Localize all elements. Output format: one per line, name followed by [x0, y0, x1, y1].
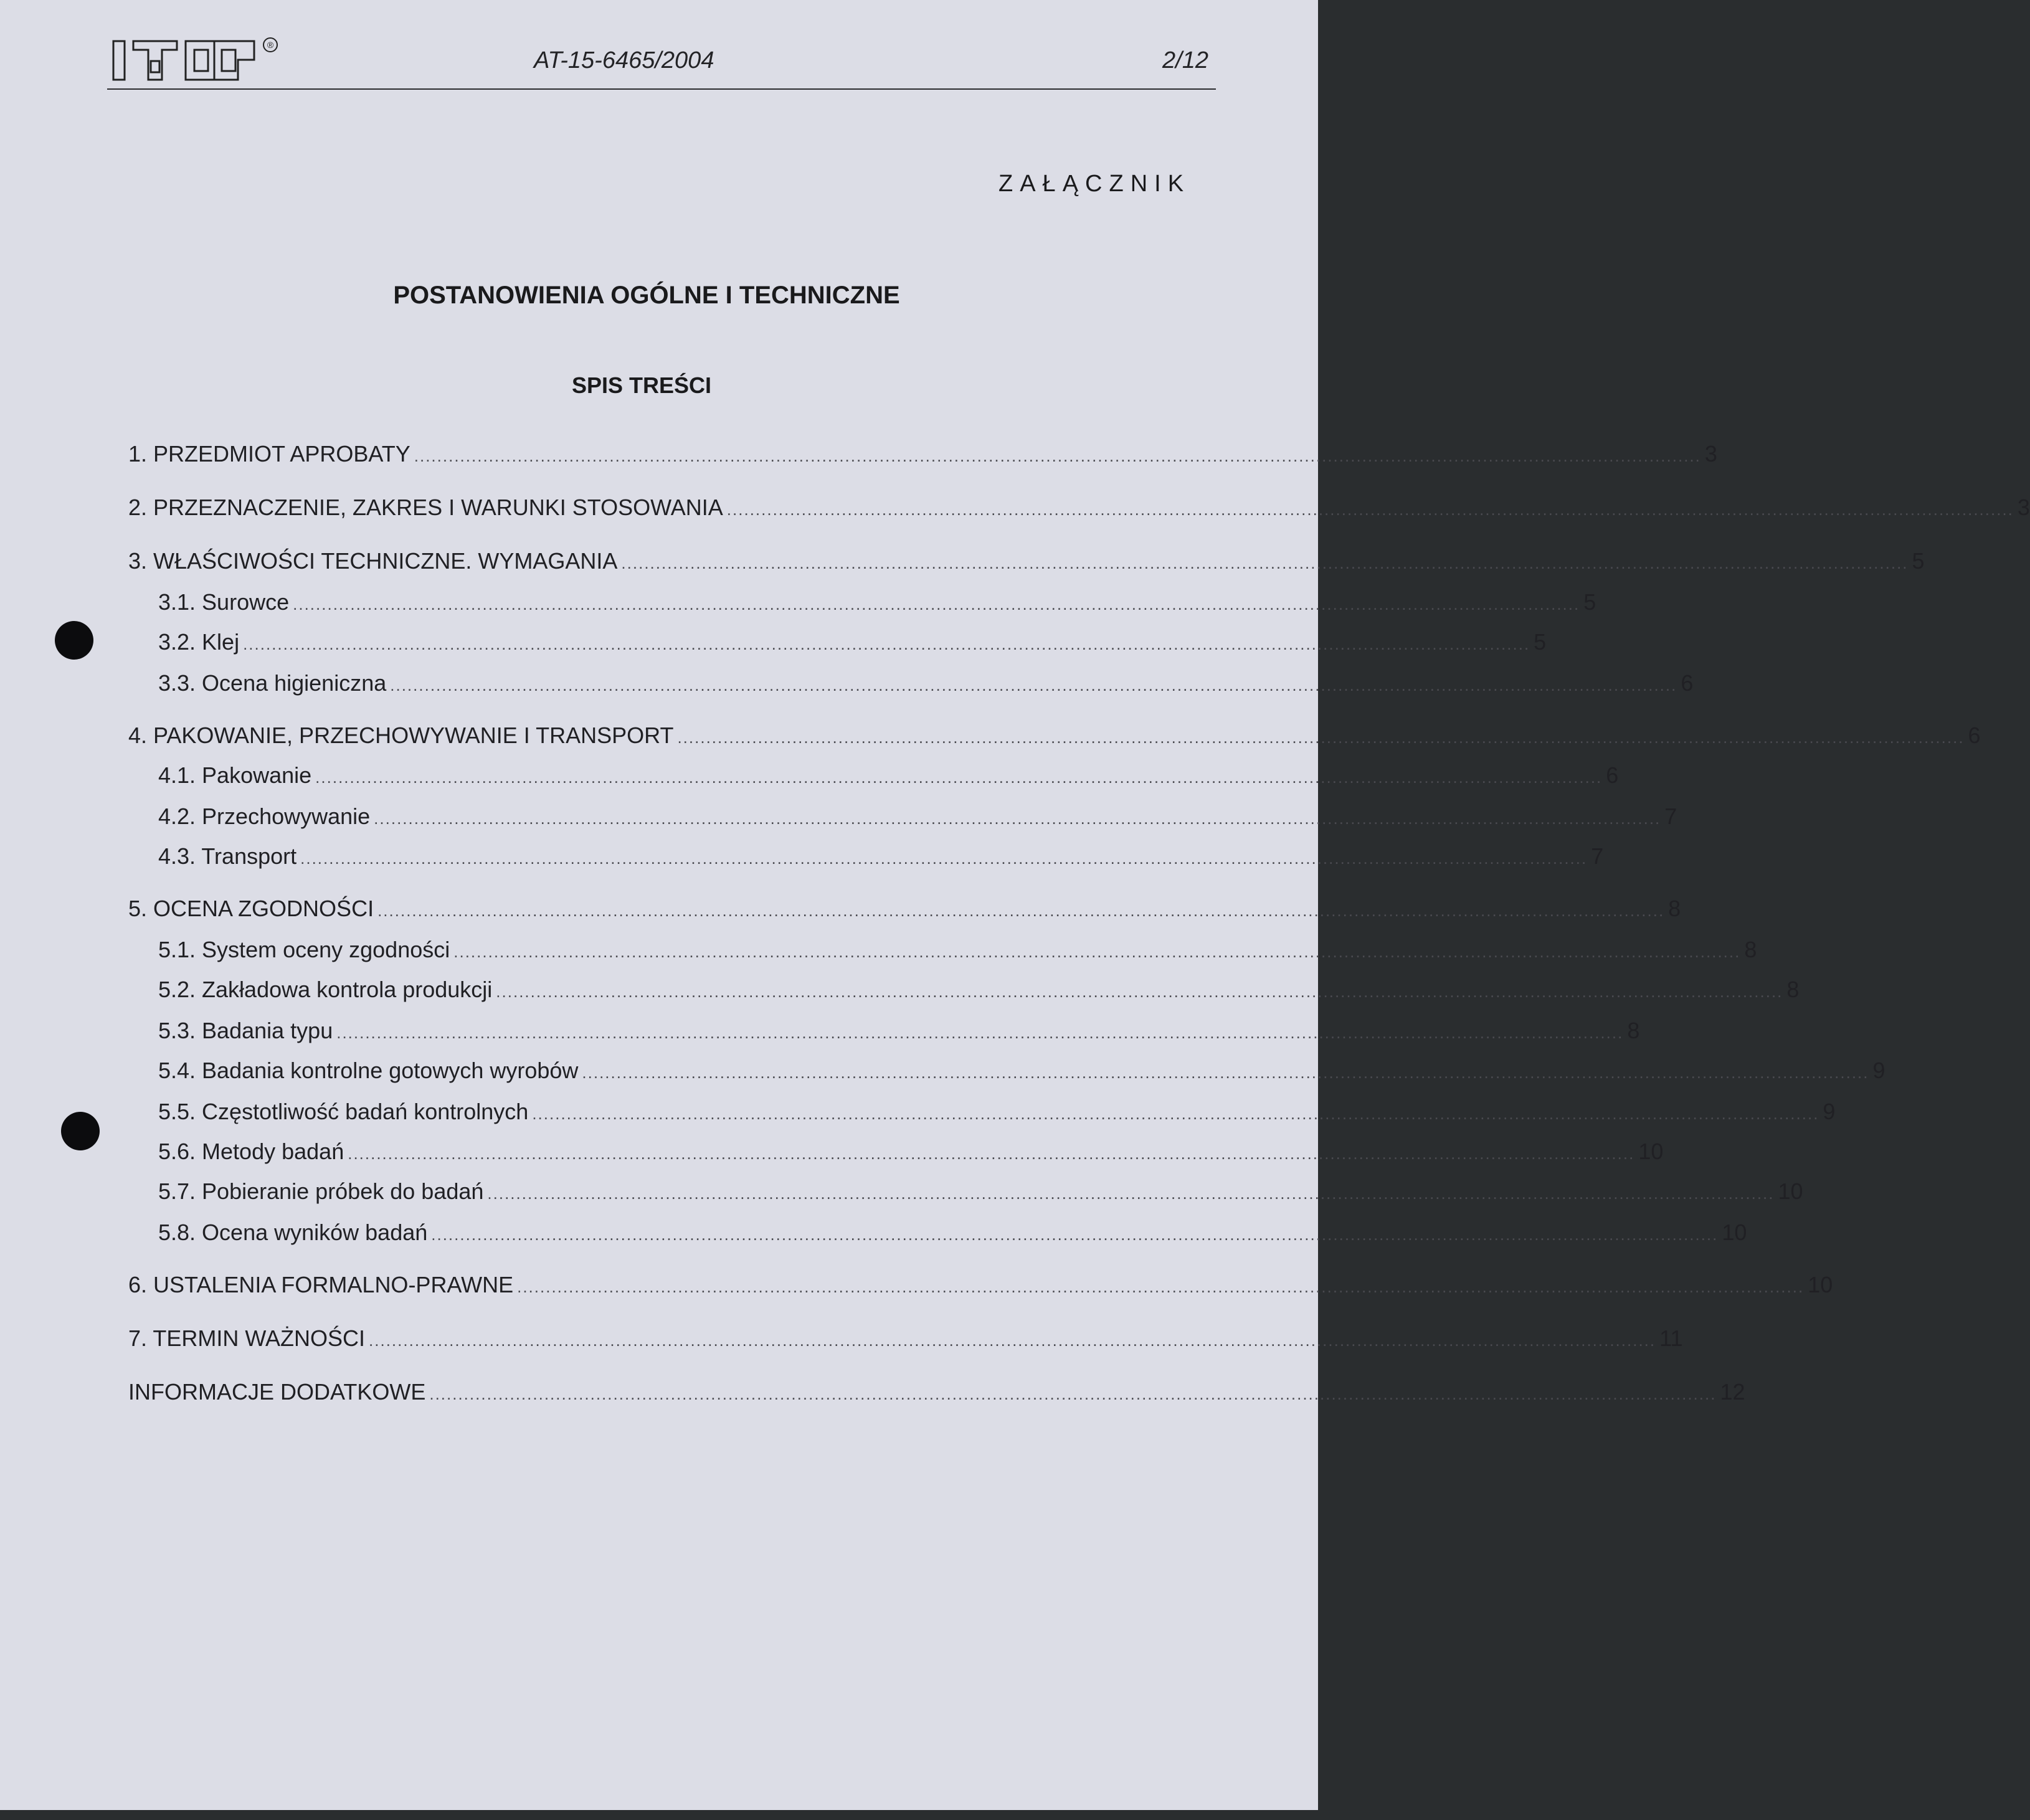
toc-entry-page: 6 — [1968, 723, 1981, 748]
toc-entry[interactable] — [128, 441, 1717, 467]
toc-entry[interactable] — [158, 589, 1596, 615]
toc-entry-label: 4. PAKOWANIE, PRZECHOWYWANIE I TRANSPORT — [128, 723, 674, 748]
toc-entry-page: 6 — [1606, 762, 1619, 788]
toc-entry-page: 3 — [1704, 441, 1717, 467]
toc-entry-label: 7. TERMIN WAŻNOŚCI — [128, 1325, 366, 1351]
toc-entry-label: 6. USTALENIA FORMALNO-PRAWNE — [128, 1272, 514, 1297]
page-number: 2/12 — [1162, 47, 1208, 73]
toc-entry-label: 5.8. Ocena wyników badań — [158, 1220, 428, 1245]
toc-leader-dots: ................................................................................................................................................................................................................................ — [315, 768, 1603, 787]
toc-entry[interactable] — [158, 937, 1757, 963]
toc-entry-page: 7 — [1664, 803, 1677, 829]
toc-entry-page: 10 — [1722, 1220, 1747, 1245]
toc-title: SPIS TREŚCI — [571, 372, 712, 398]
toc-entry-page: 9 — [1872, 1058, 1885, 1083]
toc-entry-label: 3.1. Surowce — [158, 589, 290, 615]
toc-entry[interactable] — [158, 1018, 1640, 1044]
toc-leader-dots: ................................................................................................................................................................................................................................ — [414, 447, 1701, 465]
toc-leader-dots: ................................................................................................................................................................................................................................ — [348, 1144, 1635, 1163]
toc-entry[interactable] — [158, 1178, 1803, 1205]
toc-entry-label: 3. WŁAŚCIWOŚCI TECHNICZNE. WYMAGANIA — [128, 548, 618, 574]
toc-leader-dots: ................................................................................................................................................................................................................................ — [300, 849, 1588, 868]
toc-entry-label: 5.1. System oceny zgodności — [158, 937, 450, 962]
toc-entry[interactable] — [158, 1220, 1747, 1246]
toc-entry-page: 5 — [1534, 629, 1547, 655]
toc-entry-label: 4.1. Pakowanie — [158, 762, 312, 788]
toc-entry-page: 8 — [1668, 896, 1681, 921]
annex-label: ZAŁĄCZNIK — [998, 171, 1191, 197]
toc-leader-dots: ................................................................................................................................................................................................................................ — [726, 500, 2014, 519]
toc-entry-label: 5.2. Zakładowa kontrola produkcji — [158, 977, 493, 1002]
toc-entry-label: 4.3. Transport — [158, 843, 297, 869]
toc-leader-dots: ................................................................................................................................................................................................................................ — [453, 942, 1741, 961]
toc-entry[interactable] — [158, 1139, 1664, 1165]
toc-entry-page: 5 — [1583, 589, 1596, 615]
toc-entry-page: 8 — [1744, 937, 1757, 962]
toc-entry[interactable] — [128, 1272, 1833, 1298]
toc-leader-dots: ................................................................................................................................................................................................................................ — [243, 635, 1530, 653]
toc-entry-label: 5.5. Częstotliwość badań kontrolnych — [158, 1099, 529, 1124]
toc-entry-label: 3.2. Klej — [158, 629, 240, 655]
toc-leader-dots: ................................................................................................................................................................................................................................ — [582, 1063, 1869, 1082]
toc-leader-dots: ................................................................................................................................................................................................................................ — [369, 1331, 1656, 1350]
toc-entry-page: 10 — [1778, 1178, 1803, 1204]
toc-leader-dots: ................................................................................................................................................................................................................................ — [532, 1104, 1819, 1123]
toc-entry-page: 12 — [1720, 1379, 1745, 1405]
toc-entry-page: 8 — [1786, 977, 1800, 1002]
toc-entry[interactable] — [128, 896, 1681, 922]
toc-leader-dots: ................................................................................................................................................................................................................................ — [336, 1023, 1624, 1042]
toc-leader-dots: ................................................................................................................................................................................................................................ — [677, 728, 1965, 747]
toc-entry[interactable] — [128, 1379, 1745, 1405]
toc-entry[interactable] — [158, 843, 1604, 870]
toc-entry[interactable] — [158, 670, 1694, 696]
toc-entry-page: 9 — [1823, 1099, 1836, 1124]
toc-entry[interactable] — [158, 1099, 1836, 1125]
toc-entry-page: 10 — [1638, 1139, 1664, 1164]
toc-entry-label: 5.6. Metody badań — [158, 1139, 344, 1164]
toc-leader-dots: ................................................................................................................................................................................................................................ — [487, 1184, 1775, 1203]
toc-leader-dots: ................................................................................................................................................................................................................................ — [431, 1225, 1719, 1244]
main-title: POSTANOWIENIA OGÓLNE I TECHNICZNE — [393, 282, 900, 309]
toc-leader-dots: ................................................................................................................................................................................................................................ — [429, 1385, 1717, 1403]
toc-entry[interactable] — [158, 977, 1800, 1003]
toc-entry-page: 6 — [1681, 670, 1694, 696]
toc-entry-page: 10 — [1808, 1272, 1833, 1297]
toc-leader-dots: ................................................................................................................................................................................................................................ — [374, 809, 1661, 828]
document-code: AT-15-6465/2004 — [534, 47, 714, 73]
toc-entry[interactable] — [128, 548, 1925, 574]
toc-entry-label: 5.3. Badania typu — [158, 1018, 333, 1043]
toc-entry-label: 5.4. Badania kontrolne gotowych wyrobów — [158, 1058, 579, 1083]
toc-entry-page: 7 — [1591, 843, 1604, 869]
toc-entry-label: 4.2. Przechowywanie — [158, 803, 371, 829]
punch-hole — [55, 621, 93, 660]
toc-entry-label: 5.7. Pobieranie próbek do badań — [158, 1178, 484, 1204]
toc-entry-page: 8 — [1627, 1018, 1640, 1043]
punch-hole — [61, 1112, 100, 1150]
toc-entry-label: 3.3. Ocena higieniczna — [158, 670, 387, 696]
toc-entry[interactable] — [158, 762, 1619, 789]
toc-entry[interactable] — [158, 629, 1547, 655]
toc-entry[interactable] — [158, 1058, 1885, 1084]
toc-entry-page: 11 — [1659, 1325, 1683, 1351]
toc-entry-page: 5 — [1912, 548, 1925, 574]
toc-entry-page: 3 — [2017, 495, 2030, 520]
toc-entry[interactable] — [128, 723, 1981, 749]
toc-entry-label: INFORMACJE DODATKOWE — [128, 1379, 426, 1405]
toc-entry[interactable] — [128, 495, 2030, 521]
toc-entry-label: 1. PRZEDMIOT APROBATY — [128, 441, 410, 467]
toc-leader-dots: ................................................................................................................................................................................................................................ — [517, 1277, 1805, 1296]
toc-entry-label: 2. PRZEZNACZENIE, ZAKRES I WARUNKI STOSOWANIA — [128, 495, 723, 520]
toc-leader-dots: ................................................................................................................................................................................................................................ — [293, 595, 1580, 614]
toc-leader-dots: ................................................................................................................................................................................................................................ — [621, 554, 1909, 572]
toc-leader-dots: ................................................................................................................................................................................................................................ — [390, 676, 1677, 694]
registered-mark: ® — [267, 40, 274, 50]
toc-leader-dots: ................................................................................................................................................................................................................................ — [377, 901, 1665, 920]
toc-entry[interactable] — [128, 1325, 1683, 1352]
toc-leader-dots: ................................................................................................................................................................................................................................ — [496, 982, 1783, 1001]
toc-entry-label: 5. OCENA ZGODNOŚCI — [128, 896, 374, 921]
toc-entry[interactable] — [158, 803, 1677, 830]
